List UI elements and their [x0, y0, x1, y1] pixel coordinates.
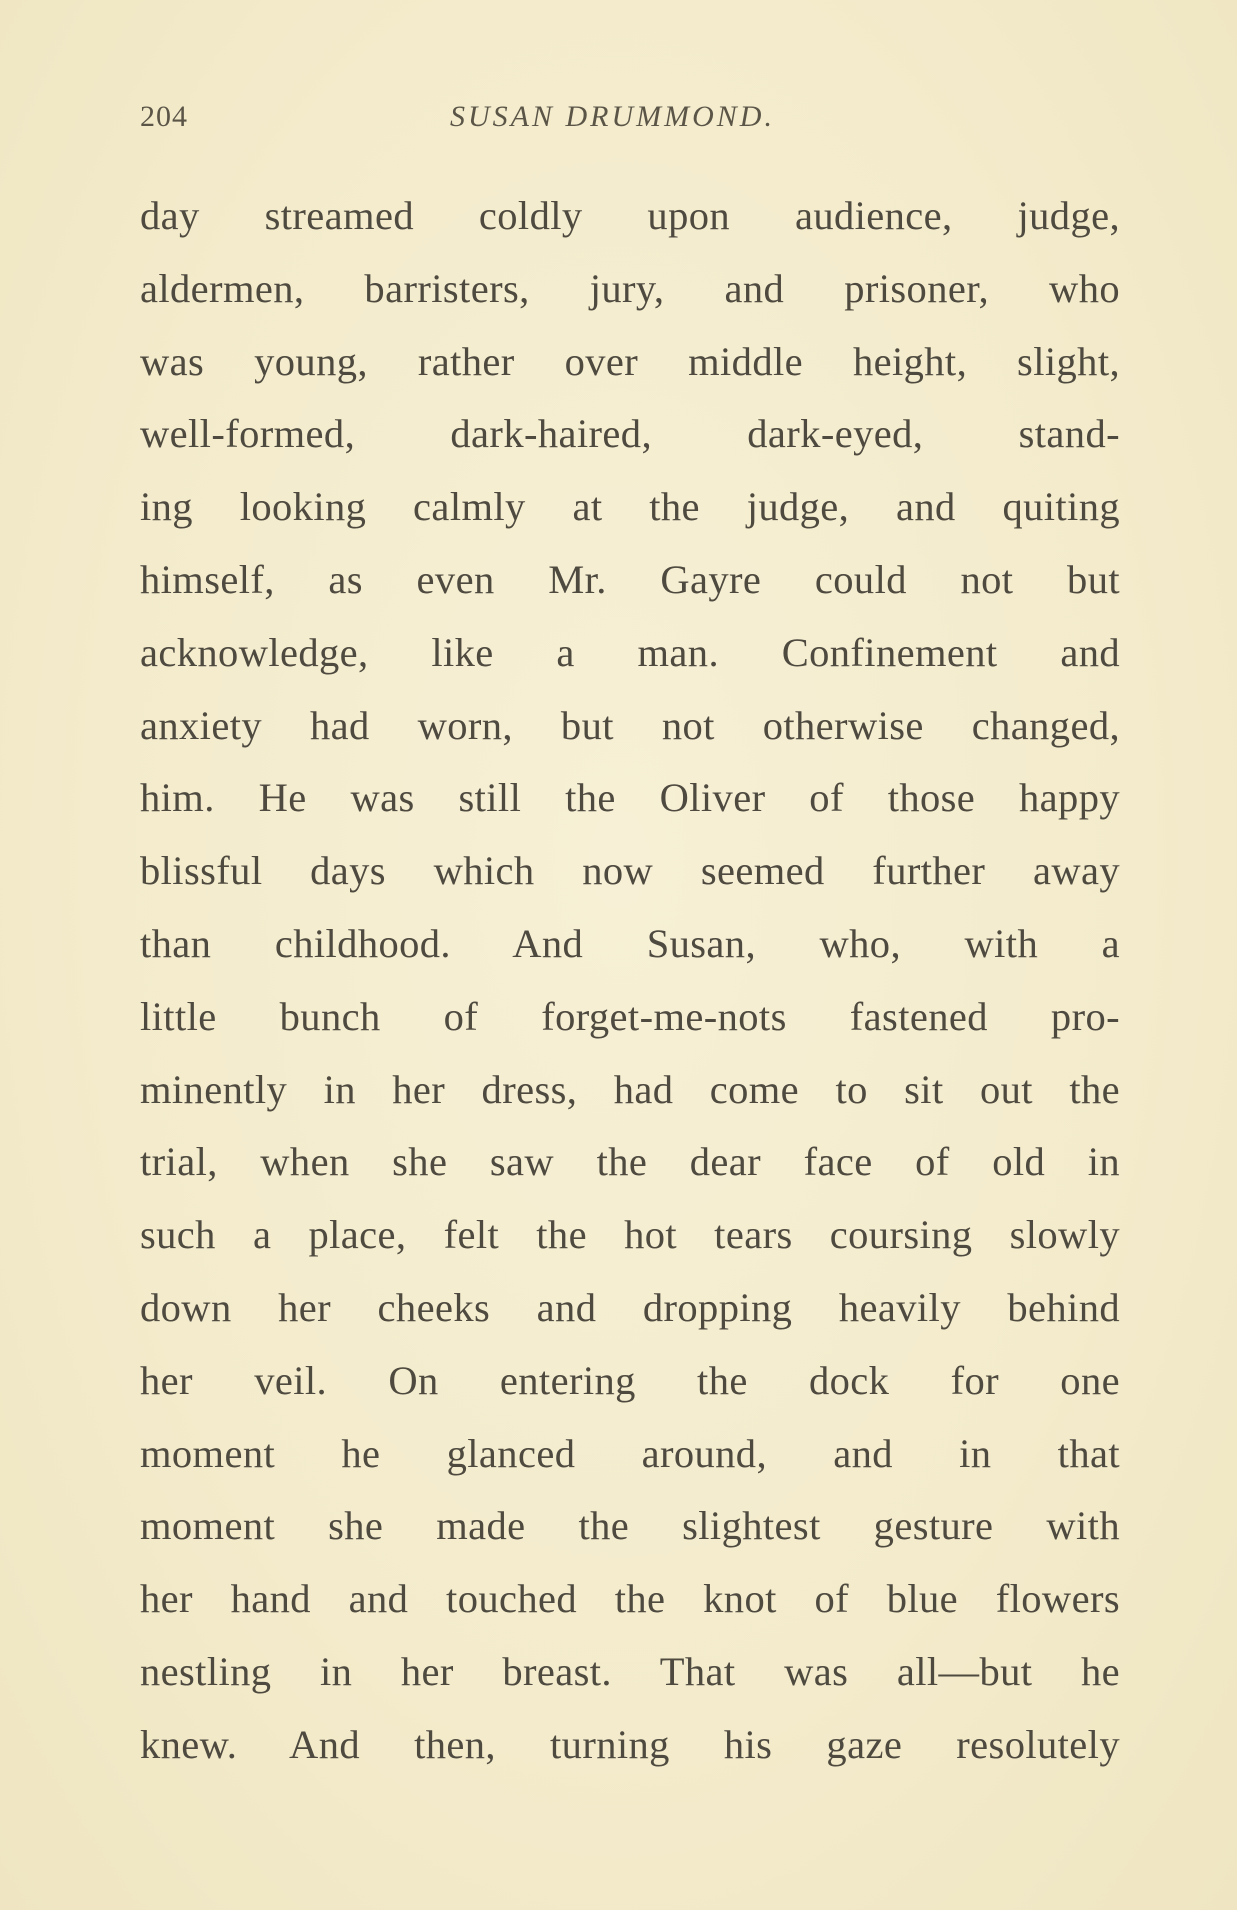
text-line: blissful days which now seemed further away: [140, 848, 1120, 894]
running-head: SUSAN DRUMMOND.: [450, 100, 775, 133]
text-line: down her cheeks and dropping heavily behind: [140, 1284, 1120, 1330]
text-line: little bunch of forget-me-nots fastened pro-: [140, 993, 1120, 1039]
text-line: knew. And then, turning his gaze resolutely: [140, 1721, 1120, 1767]
text-line: himself, as even Mr. Gayre could not but: [140, 556, 1120, 602]
text-line: her veil. On entering the dock for one: [140, 1357, 1120, 1403]
text-line: acknowledge, like a man. Confinement and: [140, 629, 1120, 675]
text-line: him. He was still the Oliver of those happy: [140, 775, 1120, 821]
text-line: well-formed, dark-haired, dark-eyed, stand-: [140, 411, 1120, 457]
page-number: 204: [140, 100, 188, 133]
text-line: moment she made the slightest gesture with: [140, 1503, 1120, 1549]
text-line: than childhood. And Susan, who, with a: [140, 920, 1120, 966]
text-line: was young, rather over middle height, slight,: [140, 338, 1120, 384]
text-line: moment he glanced around, and in that: [140, 1430, 1120, 1476]
text-line: such a place, felt the hot tears coursing slowly: [140, 1212, 1120, 1258]
body-text: [140, 180, 1120, 1782]
text-line: minently in her dress, had come to sit out the: [140, 1066, 1120, 1112]
text-line: aldermen, barristers, jury, and prisoner, who: [140, 265, 1120, 311]
text-line: her hand and touched the knot of blue flowers: [140, 1576, 1120, 1622]
text-line: day streamed coldly upon audience, judge,: [140, 193, 1120, 238]
text-line: ing looking calmly at the judge, and quiting: [140, 484, 1120, 530]
page-header: [140, 100, 1120, 150]
text-line: trial, when she saw the dear face of old in: [140, 1139, 1120, 1185]
text-line: anxiety had worn, but not otherwise changed,: [140, 702, 1120, 748]
text-line: nestling in her breast. That was all—but he: [140, 1648, 1120, 1694]
